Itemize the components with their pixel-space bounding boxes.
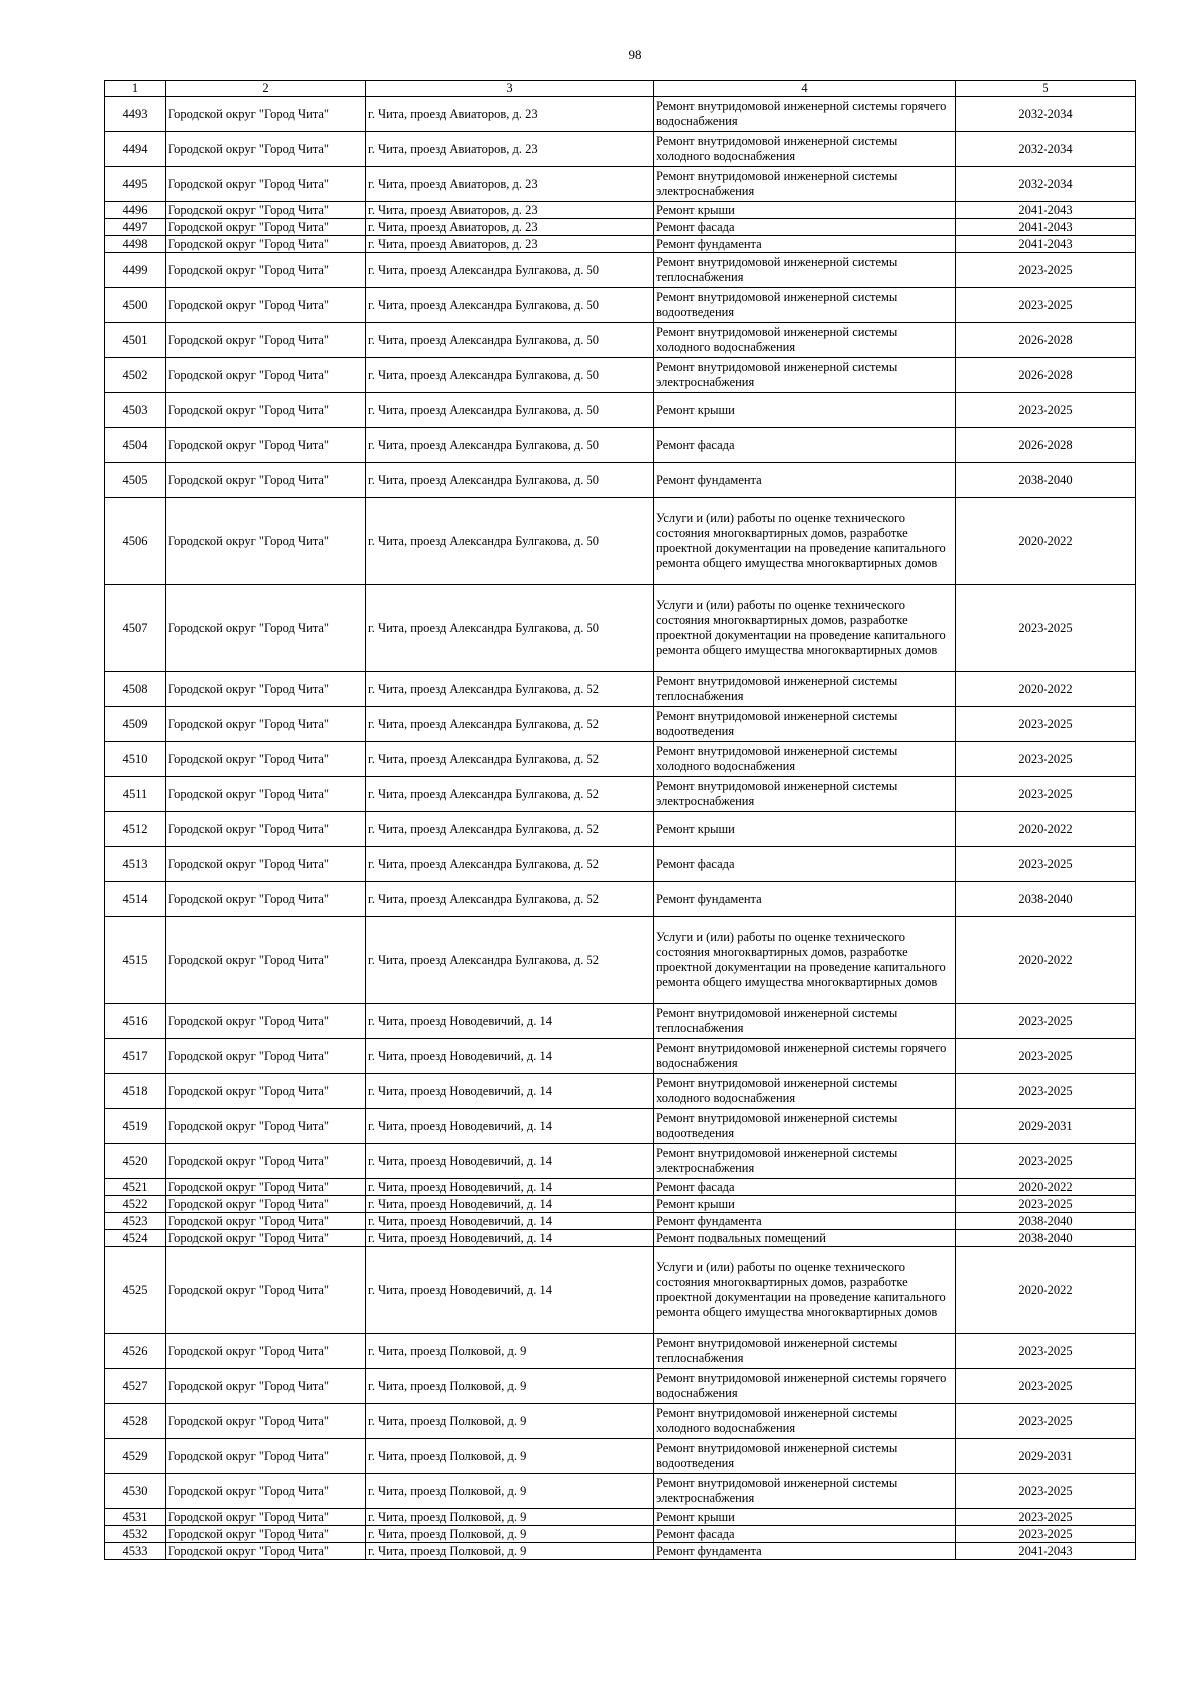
work-type-cell: Ремонт крыши bbox=[654, 1196, 956, 1213]
table-row bbox=[105, 97, 1136, 132]
table-row bbox=[105, 1509, 1136, 1526]
row-number-cell: 4526 bbox=[105, 1334, 166, 1369]
row-number-cell: 4496 bbox=[105, 202, 166, 219]
row-number-cell: 4524 bbox=[105, 1230, 166, 1247]
municipality-cell: Городской округ "Город Чита" bbox=[166, 1439, 366, 1474]
municipality-cell: Городской округ "Город Чита" bbox=[166, 288, 366, 323]
municipality-cell: Городской округ "Город Чита" bbox=[166, 132, 366, 167]
row-number-cell: 4516 bbox=[105, 1004, 166, 1039]
municipality-cell: Городской округ "Город Чита" bbox=[166, 847, 366, 882]
period-cell: 2026-2028 bbox=[956, 323, 1136, 358]
address-cell: г. Чита, проезд Новодевичий, д. 14 bbox=[366, 1074, 654, 1109]
period-cell: 2023-2025 bbox=[956, 742, 1136, 777]
period-cell: 2038-2040 bbox=[956, 882, 1136, 917]
address-cell: г. Чита, проезд Александра Булгакова, д. 50 bbox=[366, 288, 654, 323]
municipality-cell: Городской округ "Город Чита" bbox=[166, 1213, 366, 1230]
row-number-cell: 4530 bbox=[105, 1474, 166, 1509]
address-cell: г. Чита, проезд Полковой, д. 9 bbox=[366, 1543, 654, 1560]
table-row bbox=[105, 847, 1136, 882]
municipality-cell: Городской округ "Город Чита" bbox=[166, 1230, 366, 1247]
period-cell: 2023-2025 bbox=[956, 585, 1136, 672]
row-number-cell: 4502 bbox=[105, 358, 166, 393]
work-type-cell: Ремонт фасада bbox=[654, 1179, 956, 1196]
work-type-cell: Ремонт внутридомовой инженерной системы электроснабжения bbox=[654, 777, 956, 812]
table-row bbox=[105, 812, 1136, 847]
table-row bbox=[105, 1526, 1136, 1543]
row-number-cell: 4508 bbox=[105, 672, 166, 707]
table-row bbox=[105, 1109, 1136, 1144]
address-cell: г. Чита, проезд Полковой, д. 9 bbox=[366, 1526, 654, 1543]
table-row bbox=[105, 1247, 1136, 1334]
period-cell: 2023-2025 bbox=[956, 1196, 1136, 1213]
row-number-cell: 4512 bbox=[105, 812, 166, 847]
period-cell: 2038-2040 bbox=[956, 1230, 1136, 1247]
column-number-row bbox=[105, 81, 1136, 97]
period-cell: 2020-2022 bbox=[956, 672, 1136, 707]
table-row bbox=[105, 167, 1136, 202]
address-cell: г. Чита, проезд Полковой, д. 9 bbox=[366, 1404, 654, 1439]
row-number-cell: 4520 bbox=[105, 1144, 166, 1179]
table-body bbox=[105, 81, 1136, 1560]
column-number: 5 bbox=[956, 81, 1136, 97]
period-cell: 2023-2025 bbox=[956, 1039, 1136, 1074]
row-number-cell: 4505 bbox=[105, 463, 166, 498]
table-row bbox=[105, 882, 1136, 917]
address-cell: г. Чита, проезд Александра Булгакова, д. 52 bbox=[366, 742, 654, 777]
table-row bbox=[105, 1404, 1136, 1439]
period-cell: 2020-2022 bbox=[956, 917, 1136, 1004]
address-cell: г. Чита, проезд Авиаторов, д. 23 bbox=[366, 132, 654, 167]
period-cell: 2020-2022 bbox=[956, 1247, 1136, 1334]
work-type-cell: Ремонт внутридомовой инженерной системы теплоснабжения bbox=[654, 253, 956, 288]
period-cell: 2020-2022 bbox=[956, 498, 1136, 585]
row-number-cell: 4518 bbox=[105, 1074, 166, 1109]
address-cell: г. Чита, проезд Новодевичий, д. 14 bbox=[366, 1213, 654, 1230]
table-row bbox=[105, 1039, 1136, 1074]
municipality-cell: Городской округ "Город Чита" bbox=[166, 1196, 366, 1213]
table-row bbox=[105, 1074, 1136, 1109]
address-cell: г. Чита, проезд Новодевичий, д. 14 bbox=[366, 1196, 654, 1213]
address-cell: г. Чита, проезд Авиаторов, д. 23 bbox=[366, 202, 654, 219]
work-type-cell: Ремонт внутридомовой инженерной системы горячего водоснабжения bbox=[654, 1369, 956, 1404]
work-type-cell: Ремонт фундамента bbox=[654, 1543, 956, 1560]
municipality-cell: Городской округ "Город Чита" bbox=[166, 1474, 366, 1509]
period-cell: 2023-2025 bbox=[956, 1369, 1136, 1404]
table-row bbox=[105, 393, 1136, 428]
work-type-cell: Ремонт фундамента bbox=[654, 1213, 956, 1230]
municipality-cell: Городской округ "Город Чита" bbox=[166, 917, 366, 1004]
work-type-cell: Ремонт внутридомовой инженерной системы холодного водоснабжения bbox=[654, 1404, 956, 1439]
work-type-cell: Ремонт внутридомовой инженерной системы водоотведения bbox=[654, 288, 956, 323]
period-cell: 2020-2022 bbox=[956, 812, 1136, 847]
address-cell: г. Чита, проезд Александра Булгакова, д. 50 bbox=[366, 358, 654, 393]
address-cell: г. Чита, проезд Новодевичий, д. 14 bbox=[366, 1247, 654, 1334]
row-number-cell: 4511 bbox=[105, 777, 166, 812]
row-number-cell: 4513 bbox=[105, 847, 166, 882]
work-type-cell: Ремонт подвальных помещений bbox=[654, 1230, 956, 1247]
column-number: 4 bbox=[654, 81, 956, 97]
table-row bbox=[105, 323, 1136, 358]
row-number-cell: 4497 bbox=[105, 219, 166, 236]
period-cell: 2023-2025 bbox=[956, 1474, 1136, 1509]
municipality-cell: Городской округ "Город Чита" bbox=[166, 1179, 366, 1196]
period-cell: 2023-2025 bbox=[956, 1334, 1136, 1369]
table-row bbox=[105, 1213, 1136, 1230]
municipality-cell: Городской округ "Город Чита" bbox=[166, 358, 366, 393]
column-number: 1 bbox=[105, 81, 166, 97]
work-type-cell: Услуги и (или) работы по оценке технического состояния многоквартирных домов, разработке проектной документации на проведение капитального ремонта общего имущества многоквартирных домов bbox=[654, 498, 956, 585]
row-number-cell: 4514 bbox=[105, 882, 166, 917]
work-type-cell: Ремонт внутридомовой инженерной системы электроснабжения bbox=[654, 1474, 956, 1509]
column-number: 3 bbox=[366, 81, 654, 97]
table-row bbox=[105, 132, 1136, 167]
municipality-cell: Городской округ "Город Чита" bbox=[166, 1509, 366, 1526]
municipality-cell: Городской округ "Город Чита" bbox=[166, 428, 366, 463]
address-cell: г. Чита, проезд Авиаторов, д. 23 bbox=[366, 236, 654, 253]
work-type-cell: Ремонт фундамента bbox=[654, 236, 956, 253]
municipality-cell: Городской округ "Город Чита" bbox=[166, 1334, 366, 1369]
table-row bbox=[105, 428, 1136, 463]
row-number-cell: 4531 bbox=[105, 1509, 166, 1526]
row-number-cell: 4503 bbox=[105, 393, 166, 428]
table-row bbox=[105, 917, 1136, 1004]
municipality-cell: Городской округ "Город Чита" bbox=[166, 1543, 366, 1560]
address-cell: г. Чита, проезд Авиаторов, д. 23 bbox=[366, 97, 654, 132]
row-number-cell: 4494 bbox=[105, 132, 166, 167]
period-cell: 2038-2040 bbox=[956, 463, 1136, 498]
period-cell: 2032-2034 bbox=[956, 97, 1136, 132]
period-cell: 2023-2025 bbox=[956, 777, 1136, 812]
period-cell: 2041-2043 bbox=[956, 219, 1136, 236]
address-cell: г. Чита, проезд Александра Булгакова, д. 52 bbox=[366, 672, 654, 707]
table-row bbox=[105, 1439, 1136, 1474]
table-row bbox=[105, 585, 1136, 672]
work-type-cell: Ремонт фундамента bbox=[654, 882, 956, 917]
row-number-cell: 4493 bbox=[105, 97, 166, 132]
municipality-cell: Городской округ "Город Чита" bbox=[166, 1404, 366, 1439]
municipality-cell: Городской округ "Город Чита" bbox=[166, 585, 366, 672]
table-row bbox=[105, 1230, 1136, 1247]
row-number-cell: 4498 bbox=[105, 236, 166, 253]
municipality-cell: Городской округ "Город Чита" bbox=[166, 777, 366, 812]
period-cell: 2023-2025 bbox=[956, 393, 1136, 428]
municipality-cell: Городской округ "Город Чита" bbox=[166, 97, 366, 132]
period-cell: 2023-2025 bbox=[956, 1404, 1136, 1439]
work-type-cell: Ремонт внутридомовой инженерной системы электроснабжения bbox=[654, 167, 956, 202]
row-number-cell: 4499 bbox=[105, 253, 166, 288]
work-type-cell: Ремонт крыши bbox=[654, 393, 956, 428]
table-row bbox=[105, 498, 1136, 585]
address-cell: г. Чита, проезд Александра Булгакова, д. 52 bbox=[366, 777, 654, 812]
work-type-cell: Ремонт внутридомовой инженерной системы водоотведения bbox=[654, 1109, 956, 1144]
table-row bbox=[105, 1144, 1136, 1179]
work-type-cell: Ремонт внутридомовой инженерной системы водоотведения bbox=[654, 1439, 956, 1474]
municipality-cell: Городской округ "Город Чита" bbox=[166, 1144, 366, 1179]
municipality-cell: Городской округ "Город Чита" bbox=[166, 219, 366, 236]
period-cell: 2032-2034 bbox=[956, 132, 1136, 167]
work-type-cell: Ремонт крыши bbox=[654, 202, 956, 219]
table-row bbox=[105, 253, 1136, 288]
municipality-cell: Городской округ "Город Чита" bbox=[166, 202, 366, 219]
table-row bbox=[105, 463, 1136, 498]
row-number-cell: 4504 bbox=[105, 428, 166, 463]
municipality-cell: Городской округ "Город Чита" bbox=[166, 742, 366, 777]
municipality-cell: Городской округ "Город Чита" bbox=[166, 463, 366, 498]
address-cell: г. Чита, проезд Авиаторов, д. 23 bbox=[366, 167, 654, 202]
address-cell: г. Чита, проезд Александра Булгакова, д. 52 bbox=[366, 917, 654, 1004]
work-type-cell: Ремонт фундамента bbox=[654, 463, 956, 498]
municipality-cell: Городской округ "Город Чита" bbox=[166, 393, 366, 428]
address-cell: г. Чита, проезд Александра Булгакова, д. 52 bbox=[366, 847, 654, 882]
period-cell: 2041-2043 bbox=[956, 1543, 1136, 1560]
address-cell: г. Чита, проезд Полковой, д. 9 bbox=[366, 1369, 654, 1404]
address-cell: г. Чита, проезд Полковой, д. 9 bbox=[366, 1334, 654, 1369]
row-number-cell: 4501 bbox=[105, 323, 166, 358]
row-number-cell: 4495 bbox=[105, 167, 166, 202]
work-type-cell: Ремонт внутридомовой инженерной системы горячего водоснабжения bbox=[654, 97, 956, 132]
period-cell: 2023-2025 bbox=[956, 288, 1136, 323]
address-cell: г. Чита, проезд Александра Булгакова, д. 50 bbox=[366, 585, 654, 672]
address-cell: г. Чита, проезд Полковой, д. 9 bbox=[366, 1509, 654, 1526]
work-type-cell: Ремонт внутридомовой инженерной системы холодного водоснабжения bbox=[654, 132, 956, 167]
address-cell: г. Чита, проезд Новодевичий, д. 14 bbox=[366, 1004, 654, 1039]
period-cell: 2041-2043 bbox=[956, 202, 1136, 219]
address-cell: г. Чита, проезд Александра Булгакова, д. 50 bbox=[366, 323, 654, 358]
address-cell: г. Чита, проезд Александра Булгакова, д. 50 bbox=[366, 393, 654, 428]
municipality-cell: Городской округ "Город Чита" bbox=[166, 167, 366, 202]
work-type-cell: Ремонт внутридомовой инженерной системы электроснабжения bbox=[654, 358, 956, 393]
municipality-cell: Городской округ "Город Чита" bbox=[166, 707, 366, 742]
table-row bbox=[105, 358, 1136, 393]
address-cell: г. Чита, проезд Новодевичий, д. 14 bbox=[366, 1144, 654, 1179]
work-type-cell: Ремонт фасада bbox=[654, 847, 956, 882]
row-number-cell: 4532 bbox=[105, 1526, 166, 1543]
row-number-cell: 4515 bbox=[105, 917, 166, 1004]
municipality-cell: Городской округ "Город Чита" bbox=[166, 1004, 366, 1039]
period-cell: 2023-2025 bbox=[956, 847, 1136, 882]
period-cell: 2023-2025 bbox=[956, 707, 1136, 742]
work-type-cell: Ремонт фасада bbox=[654, 219, 956, 236]
period-cell: 2038-2040 bbox=[956, 1213, 1136, 1230]
table-row bbox=[105, 1474, 1136, 1509]
municipality-cell: Городской округ "Город Чита" bbox=[166, 882, 366, 917]
page-number: 98 bbox=[628, 47, 642, 62]
table-row bbox=[105, 1196, 1136, 1213]
period-cell: 2023-2025 bbox=[956, 253, 1136, 288]
work-type-cell: Услуги и (или) работы по оценке технического состояния многоквартирных домов, разработке проектной документации на проведение капитального ремонта общего имущества многоквартирных домов bbox=[654, 585, 956, 672]
row-number-cell: 4500 bbox=[105, 288, 166, 323]
table-row bbox=[105, 1334, 1136, 1369]
municipality-cell: Городской округ "Город Чита" bbox=[166, 1247, 366, 1334]
period-cell: 2032-2034 bbox=[956, 167, 1136, 202]
period-cell: 2023-2025 bbox=[956, 1526, 1136, 1543]
address-cell: г. Чита, проезд Александра Булгакова, д. 52 bbox=[366, 812, 654, 847]
address-cell: г. Чита, проезд Новодевичий, д. 14 bbox=[366, 1109, 654, 1144]
row-number-cell: 4525 bbox=[105, 1247, 166, 1334]
work-type-cell: Ремонт крыши bbox=[654, 812, 956, 847]
table-row bbox=[105, 1543, 1136, 1560]
municipality-cell: Городской округ "Город Чита" bbox=[166, 1109, 366, 1144]
address-cell: г. Чита, проезд Авиаторов, д. 23 bbox=[366, 219, 654, 236]
row-number-cell: 4527 bbox=[105, 1369, 166, 1404]
work-type-cell: Ремонт фасада bbox=[654, 1526, 956, 1543]
address-cell: г. Чита, проезд Полковой, д. 9 bbox=[366, 1474, 654, 1509]
row-number-cell: 4522 bbox=[105, 1196, 166, 1213]
period-cell: 2029-2031 bbox=[956, 1109, 1136, 1144]
table-row bbox=[105, 777, 1136, 812]
row-number-cell: 4523 bbox=[105, 1213, 166, 1230]
municipality-cell: Городской округ "Город Чита" bbox=[166, 672, 366, 707]
table-row bbox=[105, 219, 1136, 236]
period-cell: 2026-2028 bbox=[956, 428, 1136, 463]
address-cell: г. Чита, проезд Александра Булгакова, д. 50 bbox=[366, 498, 654, 585]
work-type-cell: Ремонт внутридомовой инженерной системы электроснабжения bbox=[654, 1144, 956, 1179]
row-number-cell: 4529 bbox=[105, 1439, 166, 1474]
table-row bbox=[105, 236, 1136, 253]
table-row bbox=[105, 288, 1136, 323]
address-cell: г. Чита, проезд Полковой, д. 9 bbox=[366, 1439, 654, 1474]
row-number-cell: 4507 bbox=[105, 585, 166, 672]
address-cell: г. Чита, проезд Александра Булгакова, д. 52 bbox=[366, 882, 654, 917]
table-row bbox=[105, 1004, 1136, 1039]
row-number-cell: 4506 bbox=[105, 498, 166, 585]
municipality-cell: Городской округ "Город Чита" bbox=[166, 1369, 366, 1404]
municipality-cell: Городской округ "Город Чита" bbox=[166, 812, 366, 847]
municipality-cell: Городской округ "Город Чита" bbox=[166, 498, 366, 585]
address-cell: г. Чита, проезд Новодевичий, д. 14 bbox=[366, 1039, 654, 1074]
table-row bbox=[105, 1369, 1136, 1404]
row-number-cell: 4517 bbox=[105, 1039, 166, 1074]
address-cell: г. Чита, проезд Александра Булгакова, д. 50 bbox=[366, 428, 654, 463]
work-type-cell: Ремонт внутридомовой инженерной системы теплоснабжения bbox=[654, 672, 956, 707]
work-type-cell: Ремонт внутридомовой инженерной системы холодного водоснабжения bbox=[654, 742, 956, 777]
municipality-cell: Городской округ "Город Чита" bbox=[166, 1526, 366, 1543]
work-type-cell: Ремонт крыши bbox=[654, 1509, 956, 1526]
work-type-cell: Ремонт фасада bbox=[654, 428, 956, 463]
work-type-cell: Услуги и (или) работы по оценке технического состояния многоквартирных домов, разработке проектной документации на проведение капитального ремонта общего имущества многоквартирных домов bbox=[654, 917, 956, 1004]
municipality-cell: Городской округ "Город Чита" bbox=[166, 1074, 366, 1109]
work-type-cell: Ремонт внутридомовой инженерной системы холодного водоснабжения bbox=[654, 1074, 956, 1109]
period-cell: 2029-2031 bbox=[956, 1439, 1136, 1474]
table-row bbox=[105, 1179, 1136, 1196]
work-type-cell: Ремонт внутридомовой инженерной системы теплоснабжения bbox=[654, 1334, 956, 1369]
period-cell: 2041-2043 bbox=[956, 236, 1136, 253]
period-cell: 2026-2028 bbox=[956, 358, 1136, 393]
work-type-cell: Ремонт внутридомовой инженерной системы водоотведения bbox=[654, 707, 956, 742]
work-type-cell: Ремонт внутридомовой инженерной системы горячего водоснабжения bbox=[654, 1039, 956, 1074]
period-cell: 2020-2022 bbox=[956, 1179, 1136, 1196]
row-number-cell: 4528 bbox=[105, 1404, 166, 1439]
municipality-cell: Городской округ "Город Чита" bbox=[166, 253, 366, 288]
table-row bbox=[105, 202, 1136, 219]
work-type-cell: Ремонт внутридомовой инженерной системы теплоснабжения bbox=[654, 1004, 956, 1039]
table-row bbox=[105, 707, 1136, 742]
row-number-cell: 4521 bbox=[105, 1179, 166, 1196]
address-cell: г. Чита, проезд Новодевичий, д. 14 bbox=[366, 1179, 654, 1196]
municipality-cell: Городской округ "Город Чита" bbox=[166, 1039, 366, 1074]
address-cell: г. Чита, проезд Александра Булгакова, д. 52 bbox=[366, 707, 654, 742]
municipality-cell: Городской округ "Город Чита" bbox=[166, 323, 366, 358]
address-cell: г. Чита, проезд Александра Булгакова, д. 50 bbox=[366, 253, 654, 288]
address-cell: г. Чита, проезд Новодевичий, д. 14 bbox=[366, 1230, 654, 1247]
period-cell: 2023-2025 bbox=[956, 1074, 1136, 1109]
repair-schedule-table bbox=[104, 80, 1136, 1560]
row-number-cell: 4519 bbox=[105, 1109, 166, 1144]
row-number-cell: 4509 bbox=[105, 707, 166, 742]
period-cell: 2023-2025 bbox=[956, 1144, 1136, 1179]
work-type-cell: Ремонт внутридомовой инженерной системы холодного водоснабжения bbox=[654, 323, 956, 358]
row-number-cell: 4533 bbox=[105, 1543, 166, 1560]
table-row bbox=[105, 672, 1136, 707]
address-cell: г. Чита, проезд Александра Булгакова, д. 50 bbox=[366, 463, 654, 498]
table-row bbox=[105, 742, 1136, 777]
row-number-cell: 4510 bbox=[105, 742, 166, 777]
work-type-cell: Услуги и (или) работы по оценке технического состояния многоквартирных домов, разработке проектной документации на проведение капитального ремонта общего имущества многоквартирных домов bbox=[654, 1247, 956, 1334]
period-cell: 2023-2025 bbox=[956, 1509, 1136, 1526]
municipality-cell: Городской округ "Город Чита" bbox=[166, 236, 366, 253]
period-cell: 2023-2025 bbox=[956, 1004, 1136, 1039]
column-number: 2 bbox=[166, 81, 366, 97]
